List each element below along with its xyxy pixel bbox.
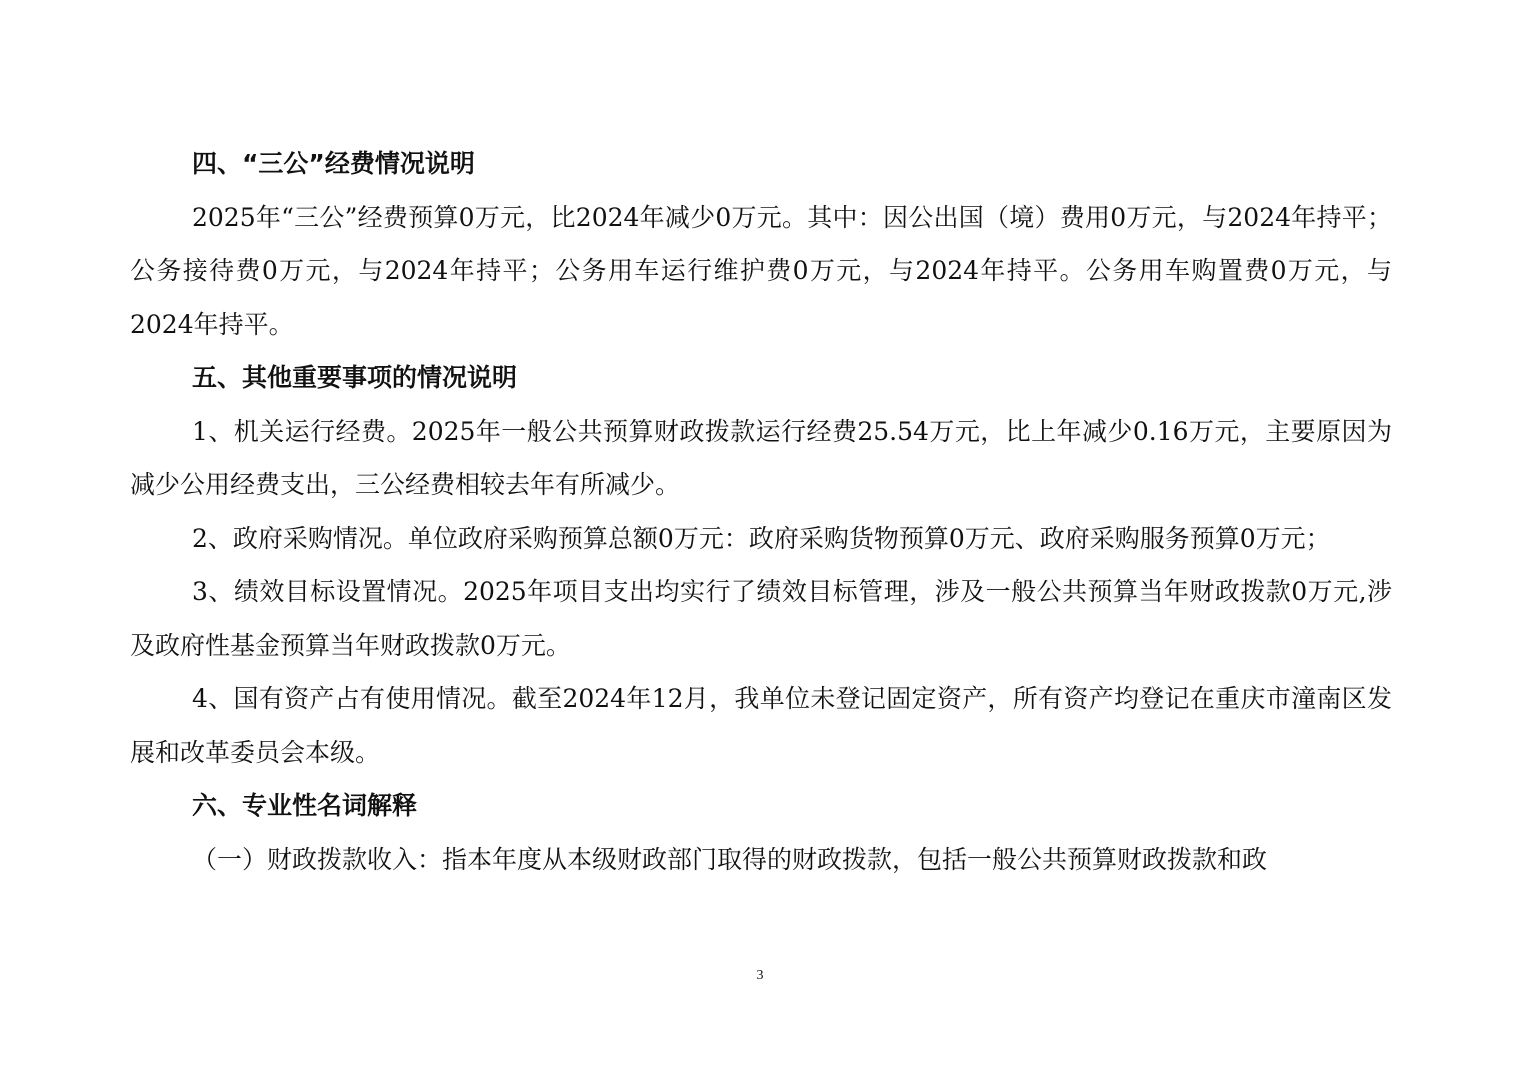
section-heading-terminology: 六、专业性名词解释: [192, 791, 418, 820]
paragraph-fiscal-appropriation-income: （一）财政拨款收入：指本年度从本级财政部门取得的财政拨款，包括一般公共预算财政拨款和政: [192, 844, 1268, 874]
paragraph-state-assets: 4、国有资产占有使用情况。截至2024年12月，我单位未登记固定资产，所有资产均登记在重庆市潼南区发展和改革委员会本级。: [130, 684, 1392, 767]
page-content: [130, 137, 1392, 886]
paragraph-sangong-budget: 2025年“三公”经费预算0万元，比2024年减少0万元。其中：因公出国（境）费用0万元，与2024年持平；公务接待费0万元，与2024年持平；公务用车运行维护费0万元，与2024年持平。公务用车购置费0万元，与2024年持平。: [130, 202, 1392, 339]
paragraph-government-procurement: 2、政府采购情况。单位政府采购预算总额0万元：政府采购货物预算0万元、政府采购服务预算0万元；: [192, 523, 1331, 553]
page-number: 3: [756, 968, 764, 983]
paragraph-performance-targets: 3、绩效目标设置情况。2025年项目支出均实行了绩效目标管理，涉及一般公共预算当年财政拨款0万元,涉及政府性基金预算当年财政拨款0万元。: [130, 577, 1392, 660]
section-heading-other-matters: 五、其他重要事项的情况说明: [192, 363, 518, 392]
section-heading-sangong: 四、“三公”经费情况说明: [192, 149, 475, 178]
paragraph-operating-funds: 1、机关运行经费。2025年一般公共预算财政拨款运行经费25.54万元，比上年减少0.16万元，主要原因为减少公用经费支出，三公经费相较去年有所减少。: [130, 416, 1392, 499]
